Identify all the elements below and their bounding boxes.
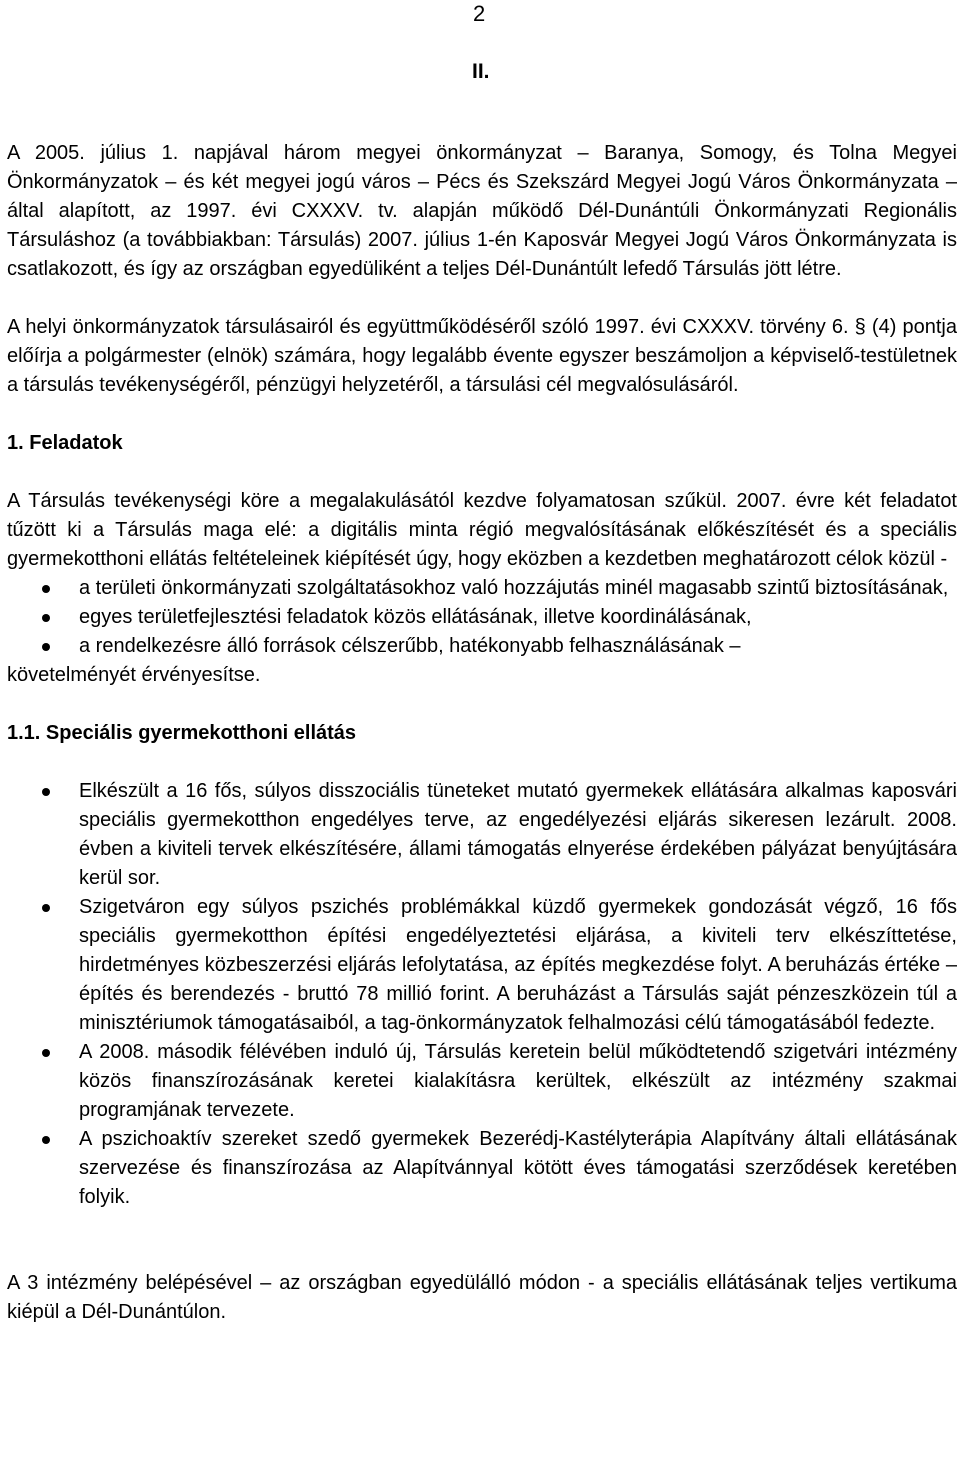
task-bullet-list (7, 574, 957, 661)
list-item: a területi önkormányzati szolgáltatásokhoz való hozzájutás minél magasabb szintű biztosításának, (7, 574, 957, 603)
list-item: egyes területfejlesztési feladatok közös ellátásának, illetve koordinálásának, (7, 603, 957, 632)
page-number: 2 (473, 1, 486, 26)
law-paragraph: A helyi önkormányzatok társulásairól és együttműködéséről szóló 1997. évi CXXXV. törvény 6. § (4) pontja előírja a polgármester (elnök) számára, hogy legalább évente egyszer beszámoljon a képviselő-testületnek a társulás tevékenységéről, pénzügyi helyzetéről, a társulási cél megvalósulásáról. (7, 316, 957, 396)
list-item: Szigetváron egy súlyos pszichés problémákkal küzdő gyermekek gondozását végző, 16 fős speciális gyermekotthon építési engedélyeztetési eljárása, a kiviteli terv elkészíttetése, hirdetményes közbeszerzési eljárás lefolytatása, az építés megkezdése folyt. A beruházás értéke – építés és berendezés - bruttó 78 millió forint. A beruházást a Társulás saját pénzeszközein túl a minisztériumok támogatásaiból, a tag-önkormányzatok felhalmozási célú támogatásából fedezte. (7, 893, 957, 1038)
list-item: A pszichoaktív szereket szedő gyermekek Bezerédj-Kastélyterápia Alapítvány általi ellátásának szervezése és finanszírozása az Alapítvánnyal kötött éves támogatási szerződések keretében folyik. (7, 1125, 957, 1212)
tasks-outro-paragraph: követelményét érvényesítse. (7, 664, 261, 686)
list-item: a rendelkezésre álló források célszerűbb, hatékonyabb felhasználásának – (7, 632, 957, 661)
heading-specialis: 1.1. Speciális gyermekotthoni ellátás (7, 722, 357, 744)
list-item: A 2008. második félévében induló új, Társulás keretein belül működtetendő szigetvári intézmény közös finanszírozásának keretei kialakításra kerültek, elkészült az intézmény szakmai programjának tervezete. (7, 1038, 957, 1125)
intro-paragraph: A 2005. július 1. napjával három megyei önkormányzat – Baranya, Somogy, és Tolna Megyei Önkormányzatok – és két megyei jogú város – Pécs és Szekszárd Megyei Jogú Város Önkormányzata – által alapított, az 1997. évi CXXXV. tv. alapján működő Dél-Dunántúli Önkormányzati Regionális Társuláshoz (a továbbiakban: Társulás) 2007. július 1-én Kaposvár Megyei Jogú Város Önkormányzata is csatlakozott, és így az országban egyedüliként a teljes Dél-Dunántúlt lefedő Társulás jött létre. (7, 142, 957, 280)
special-bullet-list (7, 777, 957, 1212)
list-item: Elkészült a 16 fős, súlyos disszociális tüneteket mutató gyermekek ellátására alkalmas kaposvári speciális gyermekotthon engedélyes terve, az engedélyezési eljárás sikeresen lezárult. 2008. évben a kiviteli tervek elkészítésére, állami támogatás elnyerése érdekében pályázat benyújtására kerül sor. (7, 777, 957, 893)
heading-feladatok: 1. Feladatok (7, 432, 123, 454)
closing-paragraph: A 3 intézmény belépésével – az országban egyedülálló módon - a speciális ellátásának teljes vertikuma kiépül a Dél-Dunántúlon. (7, 1272, 957, 1323)
document-body (7, 139, 957, 1327)
tasks-intro-paragraph: A Társulás tevékenységi köre a megalakulásától kezdve folyamatosan szűkül. 2007. évre két feladatot tűzött ki a Társulás maga elé: a digitális minta régió megvalósításának előkészítését és a speciális gyermekotthoni ellátás feltételeinek kiépítését úgy, hogy eközben a kezdetben meghatározott célok közül - (7, 490, 957, 570)
section-number: II. (472, 60, 490, 83)
